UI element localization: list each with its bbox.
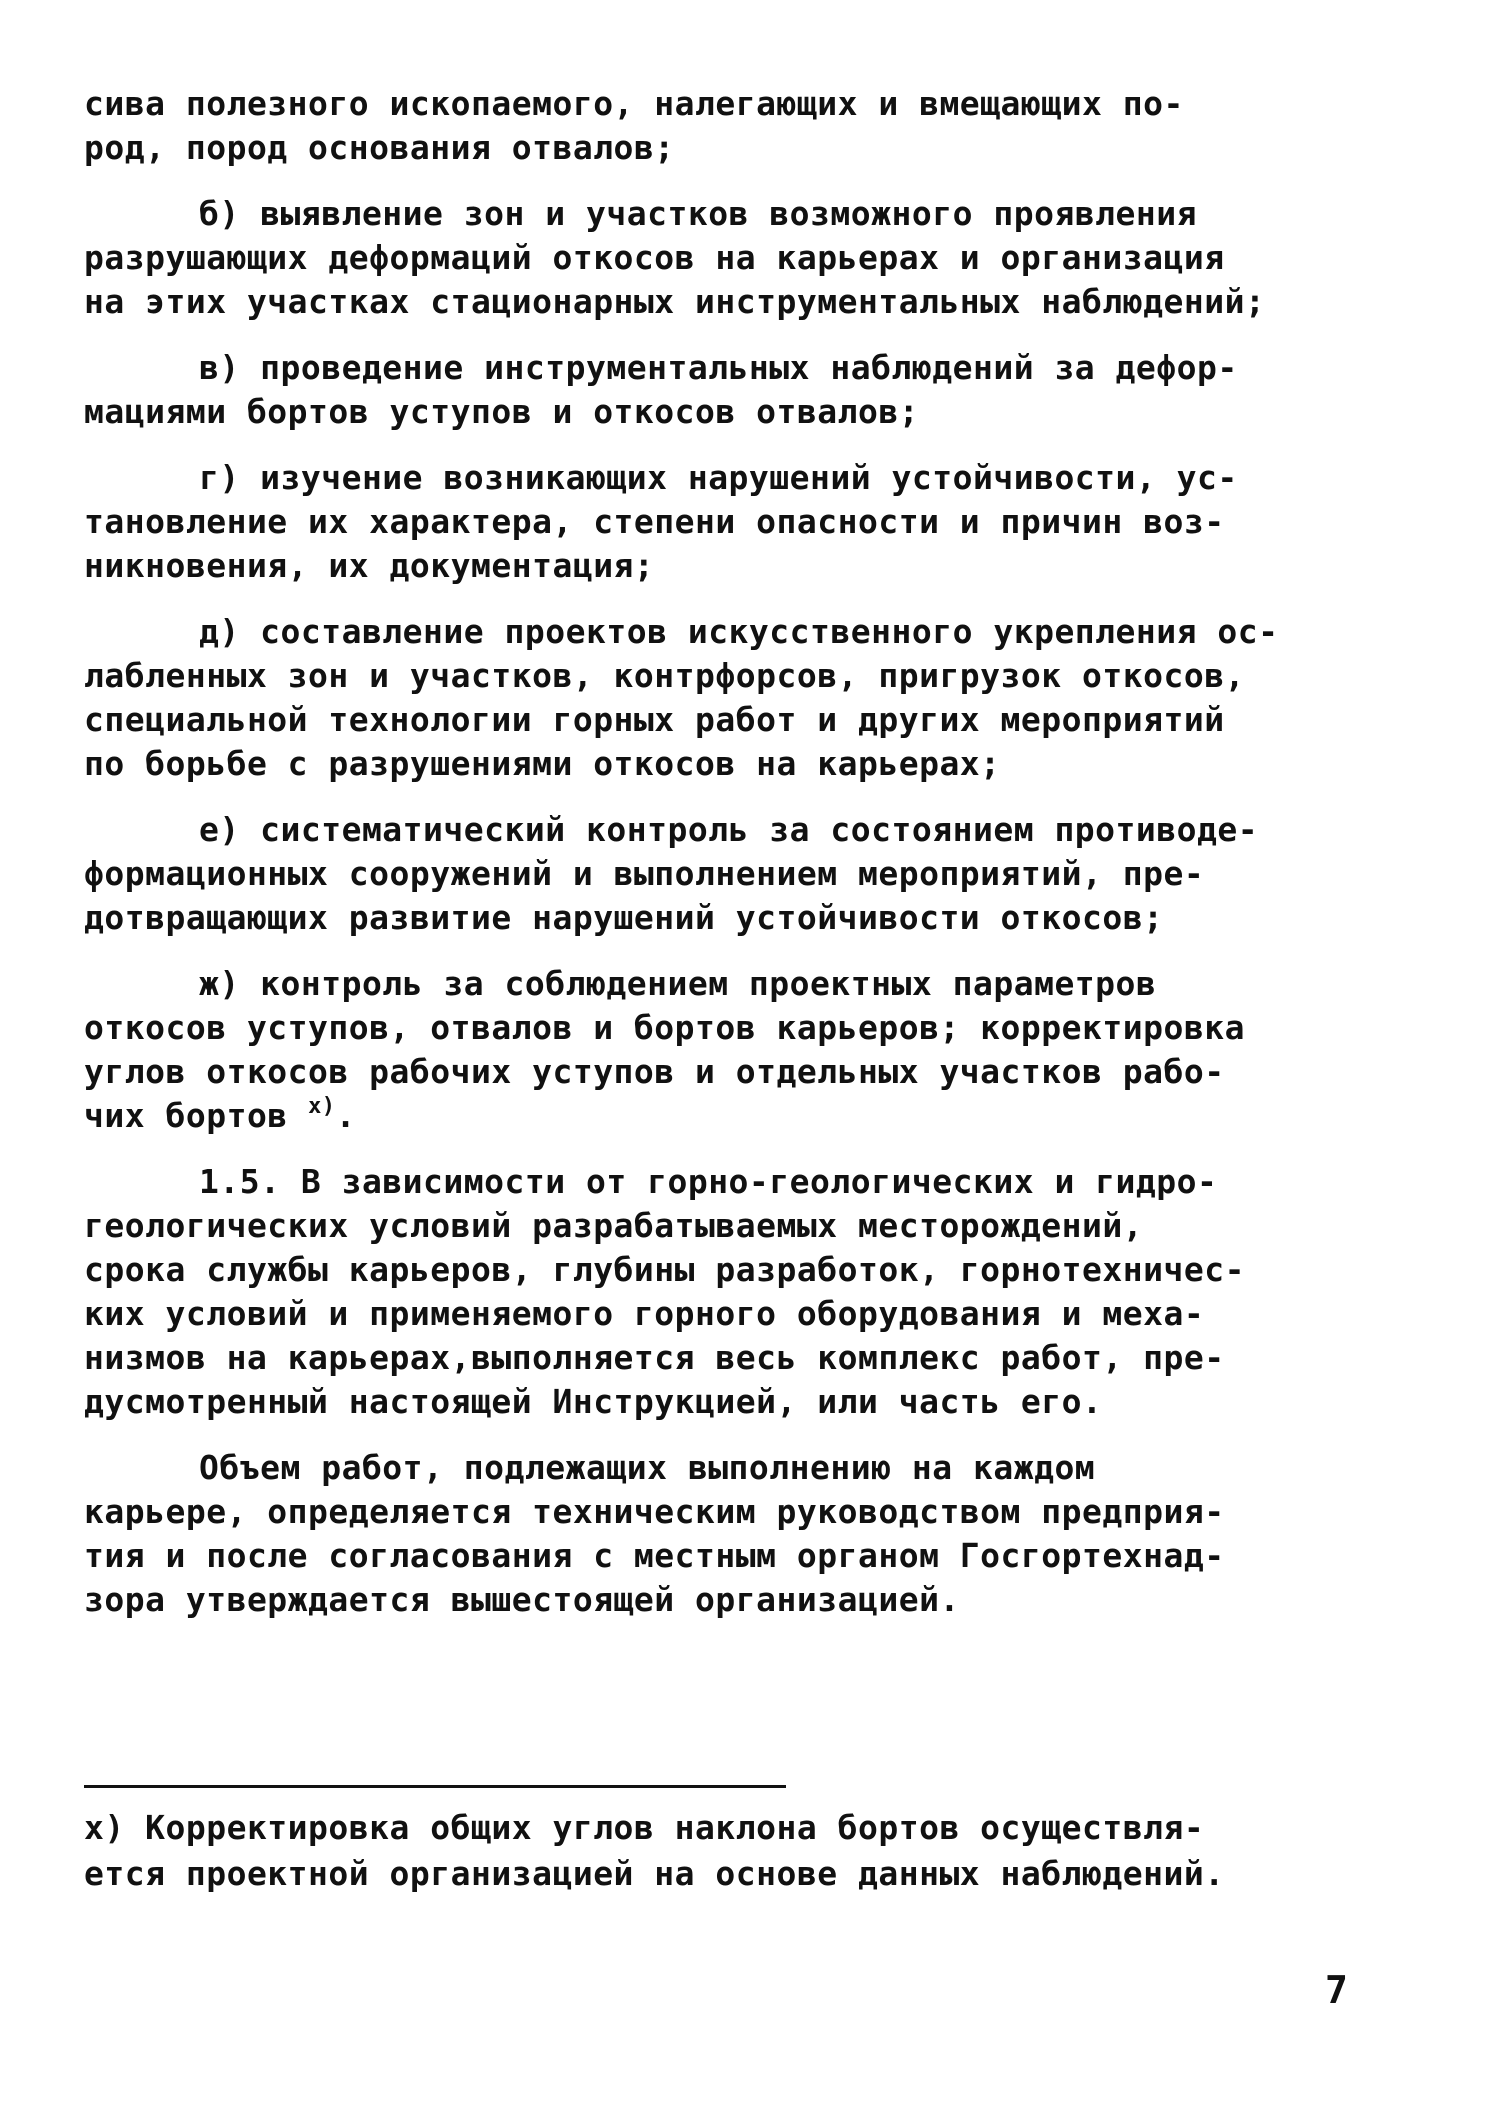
text-line: дусмотренный настоящей Инструкцией, или часть его.: [84, 1382, 1103, 1421]
list-item-b: [84, 192, 1424, 324]
text-line: мациями бортов уступов и откосов отвалов;: [84, 392, 920, 431]
sentence-end: .: [335, 1096, 356, 1135]
text-line: род, пород основания отвалов;: [84, 128, 675, 167]
text-line: тановление их характера, степени опасности и причин воз-: [84, 502, 1225, 541]
text-line: г) изучение возникающих нарушений устойчивости, ус-: [199, 458, 1238, 497]
text-line: разрушающих деформаций откосов на карьерах и организация: [84, 238, 1225, 277]
section-1-5: [84, 1160, 1424, 1424]
text-line: дотвращающих развитие нарушений устойчивости откосов;: [84, 898, 1164, 937]
paragraph-continuation: [84, 82, 1424, 170]
page-number: 7: [1325, 1968, 1348, 2012]
text-line: срока службы карьеров, глубины разработок, горнотехничес-: [84, 1250, 1245, 1289]
text-line: карьере, определяется техническим руководством предприя-: [84, 1492, 1225, 1531]
footnote-mark: x): [308, 1094, 336, 1119]
text-line: Объем работ, подлежащих выполнению на каждом: [199, 1448, 1096, 1487]
text-line: сива полезного ископаемого, налегающих и вмещающих по-: [84, 84, 1184, 123]
list-item-e: [84, 808, 1424, 940]
text-line-with-footnote: [84, 1094, 1424, 1138]
text-line: на этих участках стационарных инструментальных наблюдений;: [84, 282, 1266, 321]
text-line: д) составление проектов искусственного укрепления ос-: [199, 612, 1279, 651]
text-line: по борьбе с разрушениями откосов на карьерах;: [84, 744, 1001, 783]
text-line: геологических условий разрабатываемых месторождений,: [84, 1206, 1144, 1245]
text-line: низмов на карьерах,выполняется весь комплекс работ, пре-: [84, 1338, 1225, 1377]
list-item-g: [84, 456, 1424, 588]
footnote-text: [84, 1805, 1424, 1897]
text-line: 1.5. В зависимости от горно-геологических и гидро-: [199, 1162, 1218, 1201]
text-line: ется проектной организацией на основе данных наблюдений.: [84, 1854, 1225, 1893]
list-item-d: [84, 610, 1424, 786]
text-line: специальной технологии горных работ и других мероприятий: [84, 700, 1225, 739]
text-line: тия и после согласования с местным органом Госгортехнад-: [84, 1536, 1225, 1575]
text-line: никновения, их документация;: [84, 546, 655, 585]
text-line: формационных сооружений и выполнением мероприятий, пре-: [84, 854, 1205, 893]
text-line: в) проведение инструментальных наблюдений за дефор-: [199, 348, 1238, 387]
paragraph-scope-of-work: [84, 1446, 1424, 1622]
text-line: е) систематический контроль за состоянием противоде-: [199, 810, 1259, 849]
text-line: x) Корректировка общих углов наклона бортов осуществля-: [84, 1808, 1205, 1847]
text-line: лабленных зон и участков, контрфорсов, пригрузок откосов,: [84, 656, 1245, 695]
footnote-divider: [84, 1785, 786, 1788]
text-line: ж) контроль за соблюдением проектных параметров: [199, 964, 1157, 1003]
text-line: чих бортов: [84, 1096, 288, 1135]
list-item-v: [84, 346, 1424, 434]
text-line: углов откосов рабочих уступов и отдельных участков рабо-: [84, 1052, 1225, 1091]
footnote: [84, 1805, 1424, 1897]
text-line: зора утверждается вышестоящей организацией.: [84, 1580, 960, 1619]
list-item-zh: [84, 962, 1424, 1138]
text-line: б) выявление зон и участков возможного проявления: [199, 194, 1198, 233]
text-line: откосов уступов, отвалов и бортов карьеров; корректировка: [84, 1008, 1245, 1047]
text-line: ких условий и применяемого горного оборудования и меха-: [84, 1294, 1205, 1333]
body-text: [84, 82, 1424, 1622]
